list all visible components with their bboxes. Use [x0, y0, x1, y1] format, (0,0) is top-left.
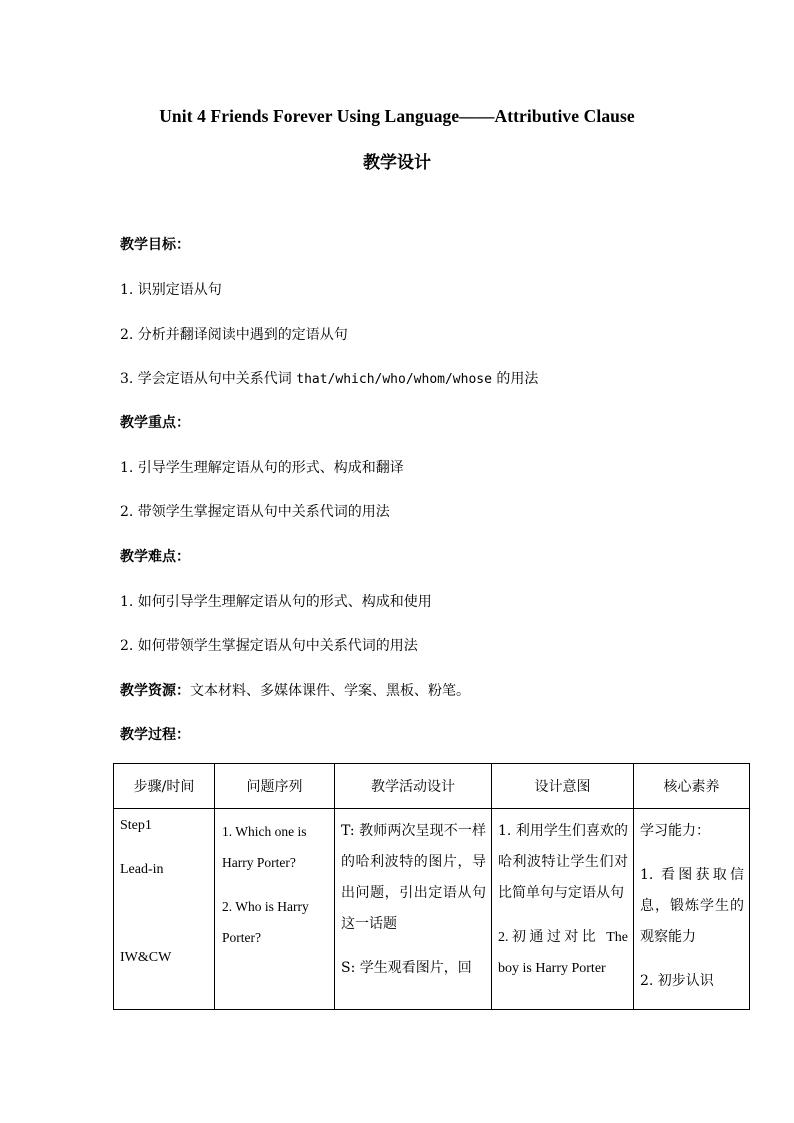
step-label: Step1	[120, 818, 152, 833]
competence-item: 2. 初步认识	[640, 973, 714, 989]
key-point-item: 2. 带领学生掌握定语从句中关系代词的用法	[120, 504, 390, 520]
intent-item: 1. 利用学生们喜欢的哈利波特让学生们对比简单句与定语从句	[498, 823, 628, 901]
table-row	[114, 809, 750, 1010]
header-design-intent: 设计意图	[492, 764, 634, 809]
question-item: 1. Which one is Harry Porter?	[222, 824, 307, 870]
difficulty-item: 1. 如何引导学生理解定语从句的形式、构成和使用	[120, 594, 432, 610]
objective-item: 2. 分析并翻译阅读中遇到的定语从句	[120, 327, 348, 343]
stage-label: Lead-in	[120, 862, 164, 877]
question-item: 2. Who is Harry Porter?	[222, 899, 309, 945]
document-title: Unit 4 Friends Forever Using Language——Attributive Clause	[159, 106, 635, 126]
intent-cell	[492, 809, 634, 1010]
competence-item: 学习能力：	[640, 823, 710, 839]
difficulties-heading: 教学难点：	[120, 549, 190, 565]
activities-cell	[335, 809, 492, 1010]
resources-line	[120, 682, 470, 700]
process-table	[113, 763, 750, 1010]
objective-item: 1. 识别定语从句	[120, 282, 222, 298]
document-subtitle: 教学设计	[363, 153, 431, 173]
objective-item	[120, 370, 538, 389]
header-core-competence: 核心素养	[634, 764, 750, 809]
relative-pronouns: that/which/who/whom/whose	[296, 372, 492, 387]
mode-label: IW&CW	[120, 950, 172, 965]
process-heading: 教学过程：	[120, 727, 190, 743]
header-question-sequence: 问题序列	[215, 764, 335, 809]
questions-cell	[215, 809, 335, 1010]
activity-item: T: 教师两次呈现不一样的哈利波特的图片，导出问题，引出定语从句这一话题	[341, 823, 486, 932]
difficulty-item: 2. 如何带领学生掌握定语从句中关系代词的用法	[120, 638, 418, 654]
resources-heading: 教学资源：	[120, 683, 190, 699]
objective-text: 3. 学会定语从句中关系代词	[120, 371, 297, 387]
competence-item: 1. 看图获取信息，锻炼学生的观察能力	[640, 867, 744, 945]
header-step-time: 步骤/时间	[114, 764, 215, 809]
key-point-item: 1. 引导学生理解定语从句的形式、构成和翻译	[120, 460, 404, 476]
activity-item: S: 学生观看图片，回	[341, 960, 472, 976]
objective-text: 的用法	[491, 371, 539, 387]
objectives-heading: 教学目标：	[120, 237, 190, 253]
table-header-row	[114, 764, 750, 809]
header-activity-design: 教学活动设计	[335, 764, 492, 809]
key-points-heading: 教学重点：	[120, 415, 190, 431]
resources-text: 文本材料、多媒体课件、学案、黑板、粉笔。	[190, 683, 470, 699]
intent-item: 2.初通过对比 The boy is Harry Porter	[498, 930, 628, 976]
step-cell	[114, 809, 215, 1010]
competence-cell	[634, 809, 750, 1010]
